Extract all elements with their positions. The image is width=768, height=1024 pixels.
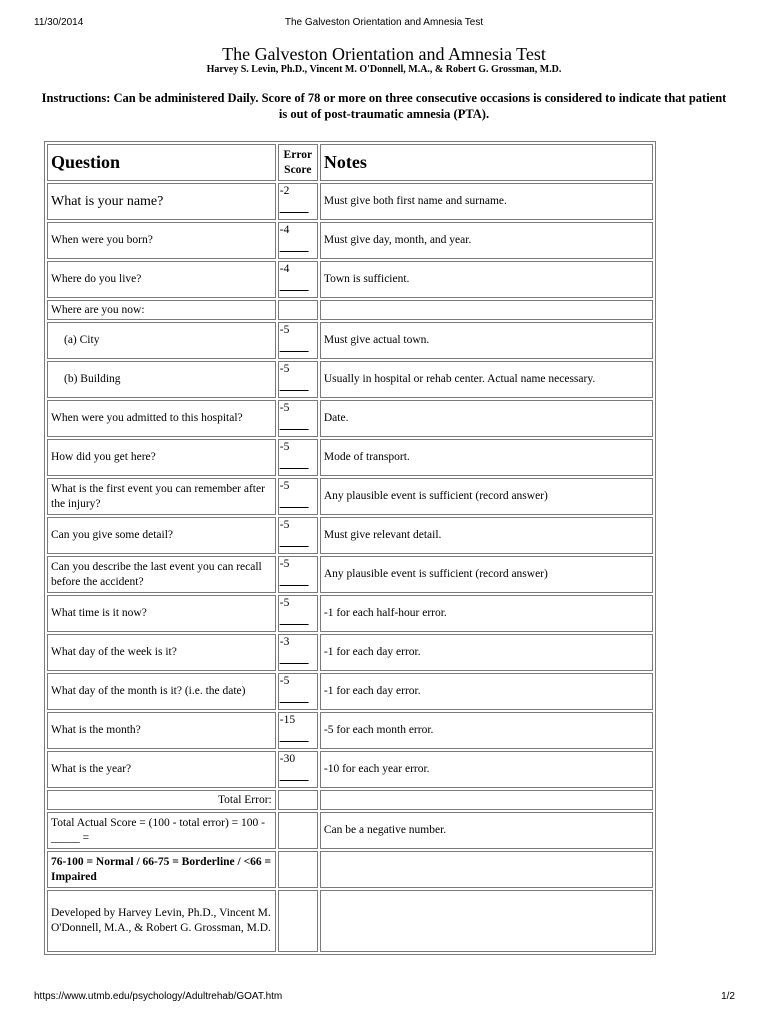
question-cell: What day of the week is it? <box>47 634 276 671</box>
developed-empty-score <box>278 890 318 952</box>
error-score-value: -4 <box>279 224 290 236</box>
score-blank: _____ <box>279 380 309 392</box>
notes-cell: Must give day, month, and year. <box>320 222 653 259</box>
print-page-number: 1/2 <box>721 991 735 1002</box>
question-cell: Can you give some detail? <box>47 517 276 554</box>
notes-cell <box>320 300 653 320</box>
error-score-value: -4 <box>279 263 290 275</box>
error-score-cell[interactable] <box>278 183 318 220</box>
instructions: Instructions: Can be administered Daily. Score of 78 or more on three consecutive occasions is considered to indicate that patient is out of post-traumatic amnesia (PTA). <box>41 91 727 121</box>
question-cell: When were you admitted to this hospital? <box>47 400 276 437</box>
error-score-cell[interactable] <box>278 517 318 554</box>
total-actual-note: Can be a negative number. <box>320 812 653 849</box>
table-row <box>47 261 653 298</box>
error-score-value: -5 <box>279 519 290 531</box>
question-cell: Where are you now: <box>47 300 276 320</box>
notes-cell: -5 for each month error. <box>320 712 653 749</box>
score-blank: _____ <box>279 497 309 509</box>
error-score-cell[interactable] <box>278 361 318 398</box>
table-row <box>47 183 653 220</box>
score-blank: _____ <box>279 341 309 353</box>
score-blank: _____ <box>279 241 309 253</box>
error-score-cell[interactable] <box>278 400 318 437</box>
table-row <box>47 595 653 632</box>
score-blank: _____ <box>279 575 309 587</box>
table-row <box>47 556 653 593</box>
question-cell: Can you describe the last event you can recall before the accident? <box>47 556 276 593</box>
goat-table <box>44 141 656 955</box>
error-score-value: -5 <box>279 480 290 492</box>
score-blank: _____ <box>279 653 309 665</box>
question-cell: When were you born? <box>47 222 276 259</box>
table-header-row <box>47 144 653 181</box>
developed-by: Developed by Harvey Levin, Ph.D., Vincent M. O'Donnell, M.A., & Robert G. Grossman, M.D. <box>47 890 276 952</box>
error-score-value: -5 <box>279 441 290 453</box>
score-blank: _____ <box>279 731 309 743</box>
score-blank: _____ <box>279 202 309 214</box>
score-blank: _____ <box>279 770 309 782</box>
total-actual-value[interactable] <box>278 812 318 849</box>
error-score-value: -5 <box>279 597 290 609</box>
question-cell: What is the year? <box>47 751 276 788</box>
total-error-row <box>47 790 653 810</box>
notes-cell: Town is sufficient. <box>320 261 653 298</box>
error-score-cell[interactable] <box>278 478 318 515</box>
total-error-value[interactable] <box>278 790 318 810</box>
print-page-title: The Galveston Orientation and Amnesia Test <box>284 17 484 28</box>
total-actual-row <box>47 812 653 849</box>
question-cell: What is your name? <box>47 183 276 220</box>
error-score-value: -5 <box>279 363 290 375</box>
error-score-cell[interactable] <box>278 261 318 298</box>
print-header <box>0 17 768 33</box>
error-score-cell[interactable] <box>278 751 318 788</box>
scale-row <box>47 851 653 888</box>
error-score-value: -5 <box>279 402 290 414</box>
error-score-value: -5 <box>279 324 290 336</box>
scale-empty-notes <box>320 851 653 888</box>
developed-empty-notes <box>320 890 653 952</box>
header-error-line1: Error <box>283 148 313 161</box>
notes-cell: -1 for each half-hour error. <box>320 595 653 632</box>
notes-cell: Must give both first name and surname. <box>320 183 653 220</box>
notes-cell: -10 for each year error. <box>320 751 653 788</box>
error-score-value: -2 <box>279 185 290 197</box>
notes-cell: -1 for each day error. <box>320 634 653 671</box>
score-blank: _____ <box>279 458 309 470</box>
error-score-cell[interactable] <box>278 322 318 359</box>
scale-empty-score <box>278 851 318 888</box>
notes-cell: Must give relevant detail. <box>320 517 653 554</box>
notes-cell: Mode of transport. <box>320 439 653 476</box>
table-row <box>47 517 653 554</box>
table-row <box>47 300 653 320</box>
table-row <box>47 751 653 788</box>
notes-cell: Any plausible event is sufficient (record answer) <box>320 478 653 515</box>
notes-cell: Must give actual town. <box>320 322 653 359</box>
error-score-value: -30 <box>279 753 296 765</box>
document-title: The Galveston Orientation and Amnesia Test <box>222 44 546 64</box>
header-notes: Notes <box>320 144 653 181</box>
error-score-value: -5 <box>279 558 290 570</box>
question-cell: What day of the month is it? (i.e. the date) <box>47 673 276 710</box>
question-cell: (b) Building <box>47 361 276 398</box>
total-error-label: Total Error: <box>47 790 276 810</box>
developed-by-row <box>47 890 653 952</box>
question-cell: What is the first event you can remember after the injury? <box>47 478 276 515</box>
table-row <box>47 712 653 749</box>
table-row <box>47 673 653 710</box>
error-score-cell[interactable] <box>278 439 318 476</box>
header-error-score <box>278 144 318 181</box>
notes-cell: -1 for each day error. <box>320 673 653 710</box>
question-cell: Where do you live? <box>47 261 276 298</box>
print-url: https://www.utmb.edu/psychology/Adultrehab/GOAT.htm <box>34 991 283 1002</box>
score-blank: _____ <box>279 280 309 292</box>
notes-cell: Usually in hospital or rehab center. Actual name necessary. <box>320 361 653 398</box>
score-blank: _____ <box>279 536 309 548</box>
total-error-notes <box>320 790 653 810</box>
question-cell: What time is it now? <box>47 595 276 632</box>
error-score-cell[interactable] <box>278 673 318 710</box>
table-row <box>47 222 653 259</box>
error-score-value: -3 <box>279 636 290 648</box>
error-score-cell[interactable] <box>278 222 318 259</box>
print-date: 11/30/2014 <box>34 17 84 28</box>
score-blank: _____ <box>279 614 309 626</box>
score-scale: 76-100 = Normal / 66-75 = Borderline / <66 = Impaired <box>47 851 276 888</box>
question-cell: How did you get here? <box>47 439 276 476</box>
error-score-cell[interactable] <box>278 634 318 671</box>
total-actual-label: Total Actual Score = (100 - total error) = 100 - _____ = <box>47 812 276 849</box>
score-blank: _____ <box>279 419 309 431</box>
question-cell: (a) City <box>47 322 276 359</box>
error-score-cell[interactable] <box>278 595 318 632</box>
error-score-value: -5 <box>279 675 290 687</box>
header-question: Question <box>47 144 276 181</box>
table-row <box>47 634 653 671</box>
table-row <box>47 439 653 476</box>
table-row <box>47 361 653 398</box>
error-score-value: -15 <box>279 714 296 726</box>
notes-cell: Any plausible event is sufficient (record answer) <box>320 556 653 593</box>
error-score-cell[interactable] <box>278 712 318 749</box>
notes-cell: Date. <box>320 400 653 437</box>
table-row <box>47 400 653 437</box>
score-blank: _____ <box>279 692 309 704</box>
error-score-cell <box>278 300 318 320</box>
table-row <box>47 478 653 515</box>
error-score-cell[interactable] <box>278 556 318 593</box>
table-row <box>47 322 653 359</box>
header-error-line2: Score <box>284 163 312 176</box>
document-authors: Harvey S. Levin, Ph.D., Vincent M. O'Donnell, M.A., & Robert G. Grossman, M.D. <box>206 64 562 75</box>
question-cell: What is the month? <box>47 712 276 749</box>
